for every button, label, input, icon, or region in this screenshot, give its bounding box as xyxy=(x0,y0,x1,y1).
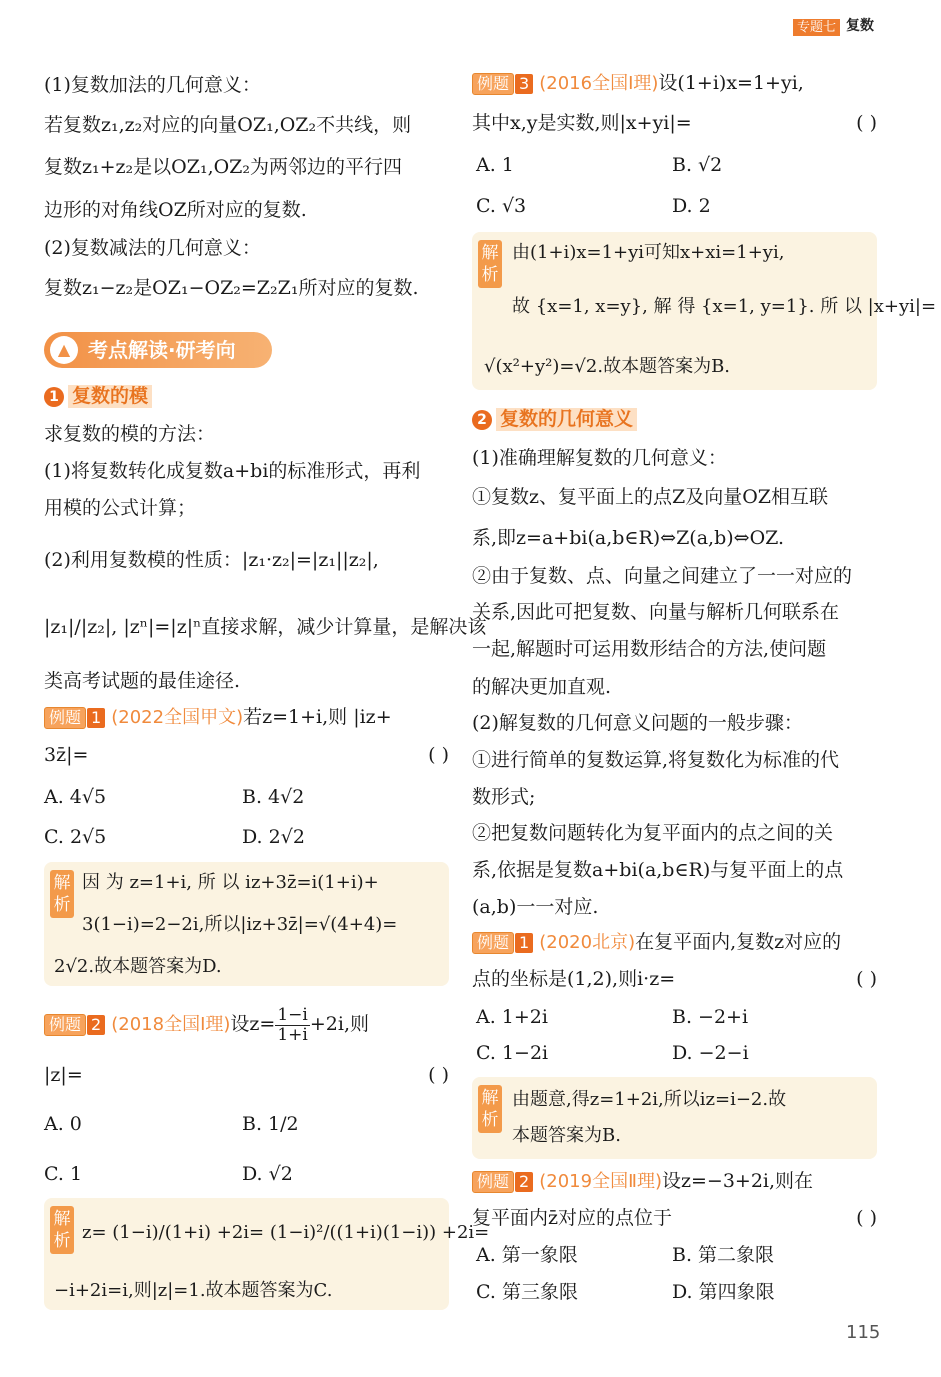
solution-line: z= (1−i)/(1+i) +2i= (1−i)²/((1+i)(1−i)) +2i= xyxy=(82,1222,490,1243)
choice-a: A. 第一象限 xyxy=(476,1244,578,1266)
intro-line: 边形的对角线OZ所对应的复数. xyxy=(44,199,307,221)
subsection-heading: 2 复数的几何意义 xyxy=(472,408,637,431)
solution-box xyxy=(472,1077,877,1159)
choice-d: D. 2 xyxy=(672,195,711,217)
choice-d: D. 第四象限 xyxy=(672,1281,775,1303)
solution-box xyxy=(44,862,449,986)
body-line: ②把复数问题转化为复平面内的点之间的关 xyxy=(472,822,834,844)
solution-tag: 解析 xyxy=(50,870,74,918)
choice-d: D. 2√2 xyxy=(242,826,305,848)
body-line: 数形式; xyxy=(472,786,536,808)
solution-line: √(x²+y²)=√2.故本题答案为B. xyxy=(484,356,731,377)
answer-paren: ( ) xyxy=(856,968,877,990)
body-line: 求复数的模的方法： xyxy=(44,423,216,445)
solution-line: −i+2i=i,则|z|=1.故本题答案为C. xyxy=(54,1280,333,1301)
body-line: 类高考试题的最佳途径. xyxy=(44,670,241,692)
solution-line: 2√2.故本题答案为D. xyxy=(54,956,222,977)
page-number: 115 xyxy=(846,1322,881,1343)
body-line: 系,依据是复数a+bi(a,b∈R)与复平面上的点 xyxy=(472,859,844,881)
solution-box xyxy=(44,1198,490,1310)
example-1-stem: 例题 1 (2022全国甲文)若z=1+i,则 |iz+ xyxy=(44,707,392,729)
body-line: 系,即z=a+bi(a,b∈R)⇔Z(a,b)⇔OZ. xyxy=(472,527,785,549)
body-line: 关系,因此可把复数、向量与解析几何联系在 xyxy=(472,601,840,623)
solution-box xyxy=(472,232,937,390)
solution-line: 故 {x=1, x=y}, 解 得 {x=1, y=1}. 所 以 |x+yi|= xyxy=(512,296,937,317)
example-4-stem: 例题 1 (2020北京)在复平面内,复数z对应的 xyxy=(472,932,841,954)
choice-b: B. 第二象限 xyxy=(672,1244,775,1266)
choice-b: B. 1/2 xyxy=(242,1113,299,1135)
solution-tag: 解析 xyxy=(50,1206,74,1254)
body-line: |z₁|/|z₂|, |zⁿ|=|z|ⁿ直接求解，减少计算量，是解决该 xyxy=(44,616,487,638)
graduation-cap-icon: ▲ xyxy=(50,336,78,364)
choice-b: B. √2 xyxy=(672,154,723,176)
choice-c: C. 2√5 xyxy=(44,826,107,848)
solution-line: 3(1−i)=2−2i,所以|iz+3z̄|=√(4+4)= xyxy=(82,914,398,935)
intro-line: 复数z₁+z₂是以OZ₁,OZ₂为两邻边的平行四 xyxy=(44,156,403,178)
body-line: ①进行简单的复数运算,将复数化为标准的代 xyxy=(472,749,840,771)
body-line: (2)解复数的几何意义问题的一般步骤： xyxy=(472,712,803,734)
intro-line: (1)复数加法的几何意义： xyxy=(44,74,261,96)
choice-a: A. 1 xyxy=(476,154,514,176)
body-line: 的解决更加直观. xyxy=(472,676,612,698)
choice-c: C. 1−2i xyxy=(476,1042,549,1064)
section-title: ▲ 考点解读·研考向 xyxy=(44,332,272,368)
body-line: 一起,解题时可运用数形结合的方法,使问题 xyxy=(472,638,827,660)
solution-tag: 解析 xyxy=(478,1085,502,1133)
answer-paren: ( ) xyxy=(428,1064,449,1086)
choice-c: C. 第三象限 xyxy=(476,1281,578,1303)
example-3-stem: 例题 3 (2016全国Ⅰ理)设(1+i)x=1+yi, xyxy=(472,73,804,95)
example-3-stem-cont: 其中x,y是实数,则|x+yi|= xyxy=(472,112,692,134)
choice-a: A. 0 xyxy=(44,1113,82,1135)
choice-a: A. 1+2i xyxy=(476,1006,548,1028)
chapter-tag: 专题七 xyxy=(793,19,840,36)
choice-c: C. 1 xyxy=(44,1163,83,1185)
body-line: 用模的公式计算； xyxy=(44,497,197,519)
answer-paren: ( ) xyxy=(856,112,877,134)
intro-line: 若复数z₁,z₂对应的向量OZ₁,OZ₂不共线，则 xyxy=(44,114,412,136)
body-line: (1)将复数转化成复数a+bi的标准形式，再利 xyxy=(44,460,421,482)
example-2-stem: 例题 2 (2018全国Ⅰ理)设z= $\frac{1-i}{1+i}$ +2i,则 xyxy=(44,1006,369,1044)
intro-line: (2)复数减法的几何意义： xyxy=(44,237,261,259)
choice-a: A. 4√5 xyxy=(44,786,107,808)
solution-tag: 解析 xyxy=(478,240,502,288)
subsection-heading: 1 复数的模 xyxy=(44,385,152,408)
answer-paren: ( ) xyxy=(428,744,449,766)
example-5-stem-cont: 复平面内z̄对应的点位于 xyxy=(472,1207,673,1229)
solution-line: 本题答案为B. xyxy=(512,1125,621,1146)
fraction: $\frac{1-i}{1+i}$ xyxy=(277,1005,308,1045)
example-1-stem-cont: 3z̄|= xyxy=(44,744,89,766)
body-line: (a,b)一一对应. xyxy=(472,896,599,918)
body-line: ②由于复数、点、向量之间建立了一一对应的 xyxy=(472,565,853,587)
solution-line: 由题意,得z=1+2i,所以iz=i−2.故 xyxy=(512,1089,787,1110)
example-4-stem-cont: 点的坐标是(1,2),则i·z= xyxy=(472,968,676,990)
body-line: (2)利用复数模的性质：|z₁·z₂|=|z₁||z₂|, xyxy=(44,549,379,571)
choice-d: D. −2−i xyxy=(672,1042,749,1064)
choice-d: D. √2 xyxy=(242,1163,293,1185)
answer-paren: ( ) xyxy=(856,1207,877,1229)
example-5-stem: 例题 2 (2019全国Ⅱ理)设z=−3+2i,则在 xyxy=(472,1171,813,1193)
intro-line: 复数z₁−z₂是OZ₁−OZ₂=Z₂Z₁所对应的复数. xyxy=(44,277,419,299)
solution-line: 因 为 z=1+i, 所 以 iz+3z̄=i(1+i)+ xyxy=(82,872,379,893)
example-2-stem-cont: |z|= xyxy=(44,1064,83,1086)
body-line: (1)准确理解复数的几何意义： xyxy=(472,447,727,469)
solution-line: 由(1+i)x=1+yi可知x+xi=1+yi, xyxy=(512,242,785,263)
choice-b: B. 4√2 xyxy=(242,786,305,808)
choice-b: B. −2+i xyxy=(672,1006,749,1028)
choice-c: C. √3 xyxy=(476,195,527,217)
right-column xyxy=(472,0,937,1377)
left-column xyxy=(44,0,490,1377)
body-line: ①复数z、复平面上的点Z及向量OZ相互联 xyxy=(472,486,828,508)
chapter-title: 复数 xyxy=(846,18,874,34)
